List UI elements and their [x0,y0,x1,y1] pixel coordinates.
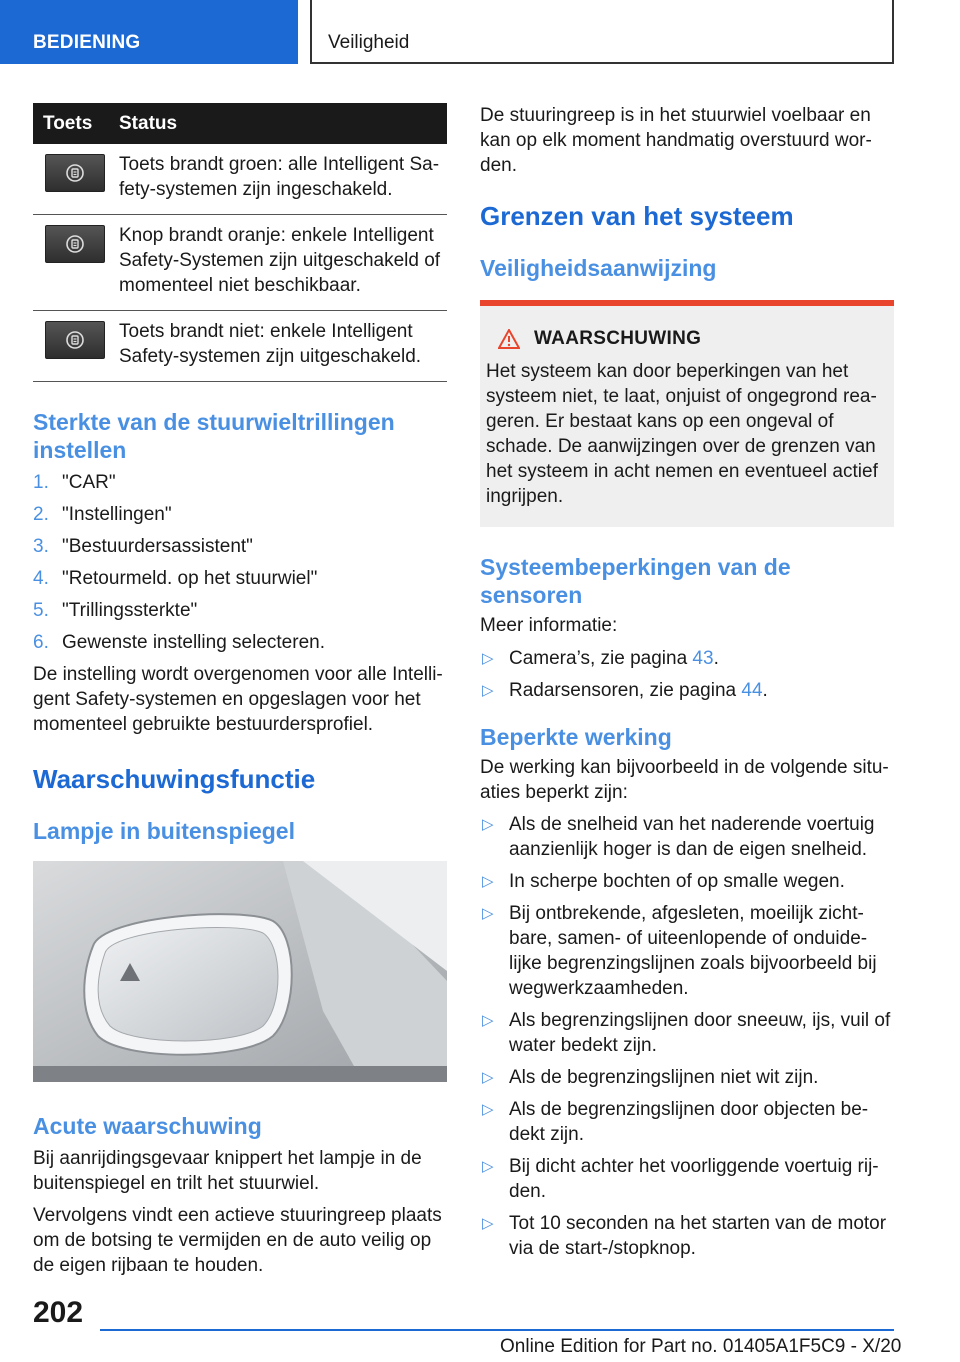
list-item: 3. "Bestuurdersassistent" [33,536,253,557]
bullet-triangle-icon: ▷ [482,1101,494,1118]
status-table [33,103,447,382]
page-number: 202 [33,1296,84,1329]
vibration-note: De instelling wordt overgenomen voor alle Intelli-gent Safety-systemen en opgeslagen voor het momenteel gebruikte bestuurdersprofiel. [33,664,443,735]
list-item: 2. "Instellingen" [33,504,172,525]
safety-note-heading: Veiligheidsaanwijzing [480,255,717,281]
bullet-triangle-icon: ▷ [482,873,494,890]
warning-triangle-icon [498,329,520,349]
table-row [33,144,447,215]
list-item: ▷ Bij dicht achter het voorliggende voertuig rij-den. [482,1156,879,1202]
bullet-triangle-icon: ▷ [482,1158,494,1175]
bullet-triangle-icon: ▷ [482,650,494,667]
status-text: Knop brandt oranje: enkele Intelligent Safety-Systemen zijn uitgeschakeld of momenteel niet beschikbaar. [117,215,447,311]
side-mirror-illustration [33,861,447,1082]
left-column [33,103,447,1278]
limited-function-heading: Beperkte werking [480,724,672,750]
sensor-list [480,646,894,703]
table-row [33,215,447,311]
vibration-heading: Sterkte van de stuurwieltrillingen instellen [33,409,395,463]
system-limits-heading: Grenzen van het systeem [480,201,794,231]
list-item: ▷ Als de begrenzingslijnen niet wit zijn. [482,1067,819,1088]
list-item: 5. "Trillingssterkte" [33,600,198,621]
chapter-label: Veiligheid [328,32,410,53]
section-label: BEDIENING [33,32,141,53]
list-item: ▷ Als begrenzingslijnen door sneeuw, ijs, vuil of water bedekt zijn. [482,1010,891,1056]
safety-symbol-icon [64,233,86,255]
list-item: ▷ Camera’s, zie pagina 43. [482,648,719,669]
bullet-triangle-icon: ▷ [482,816,494,833]
limited-intro: De werking kan bijvoorbeeld in de volgende situ-aties beperkt zijn: [480,757,889,803]
footer-divider [100,1329,894,1331]
steering-intro: De stuuringreep is in het stuurwiel voelbaar en kan op elk moment handmatig overstuurd wor-den. [480,105,872,176]
safety-symbol-icon [64,162,86,184]
warning-title: WAARSCHUWING [534,328,702,349]
list-item: ▷ Als de snelheid van het naderende voertuig aanzienlijk hoger is dan de eigen snelheid. [482,814,875,860]
list-item: ▷ Als de begrenzingslijnen door objecten be-dekt zijn. [482,1099,869,1145]
edition-footer: Online Edition for Part no. 01405A1F5C9 - X/20 [500,1336,902,1357]
section-tab [0,0,298,64]
safety-symbol-icon [64,329,86,351]
acute-text-1: Bij aanrijdingsgevaar knippert het lampje in de buitenspiegel en trilt het stuurwiel. [33,1148,422,1194]
vibration-steps [33,470,447,662]
table-header-status: Status [117,103,447,144]
bullet-triangle-icon: ▷ [482,905,494,922]
status-text: Toets brandt niet: enkele Intelligent Safety-systemen zijn uitgeschakeld. [117,311,447,382]
warning-function-heading: Waarschuwingsfunctie [33,764,316,794]
safety-button-icon [45,321,105,359]
acute-text-2: Vervolgens vindt een actieve stuuringreep plaats om de botsing te vermijden en de auto veilig op de eigen rijbaan te houden. [33,1205,442,1276]
sensor-limits-heading: Systeembeperkingen van de sensoren [480,554,791,608]
right-column [480,103,894,1268]
bullet-triangle-icon: ▷ [482,1012,494,1029]
bullet-triangle-icon: ▷ [482,1069,494,1086]
warning-title-row [498,326,888,351]
safety-button-icon [45,154,105,192]
table-row [33,311,447,382]
list-item: 1. "CAR" [33,472,116,493]
page-link[interactable]: 43 [692,648,714,669]
warning-box [480,300,894,527]
bullet-triangle-icon: ▷ [482,682,494,699]
list-item: ▷ In scherpe bochten of op smalle wegen. [482,871,845,892]
acute-heading: Acute waarschuwing [33,1113,262,1139]
bullet-triangle-icon: ▷ [482,1215,494,1232]
status-text: Toets brandt groen: alle Intelligent Sa-fety-systemen zijn ingeschakeld. [117,144,447,215]
list-item: 4. "Retourmeld. op het stuurwiel" [33,568,318,589]
page-link[interactable]: 44 [741,680,763,701]
mirror-lamp-heading: Lampje in buitenspiegel [33,818,295,844]
limitation-list [480,812,894,1261]
safety-button-icon [45,225,105,263]
list-item: ▷ Radarsensoren, zie pagina 44. [482,680,768,701]
list-item: ▷ Bij ontbrekende, afgesleten, moeilijk zicht-bare, samen- of uiteenlopende of onduide-lijke begrenzingslijnen zoals bijvoorbeeld bij wegwerkzaamheden. [482,903,877,999]
list-item: ▷ Tot 10 seconden na het starten van de motor via de start-/stopknop. [482,1213,887,1259]
table-header-toets: Toets [33,103,117,144]
more-info-label: Meer informatie: [480,615,618,636]
warning-text: Het systeem kan door beperkingen van het systeem niet, te laat, onjuist of ongegrond rea-geren. Er bestaat kans op een ongeval of schade. De aanwijzingen over de grenzen van het systeem in acht nemen en eventueel actief ingrijpen. [486,361,878,507]
list-item: 6. Gewenste instelling selecteren. [33,632,325,653]
chapter-header [310,0,894,64]
table-header-row [33,103,447,144]
